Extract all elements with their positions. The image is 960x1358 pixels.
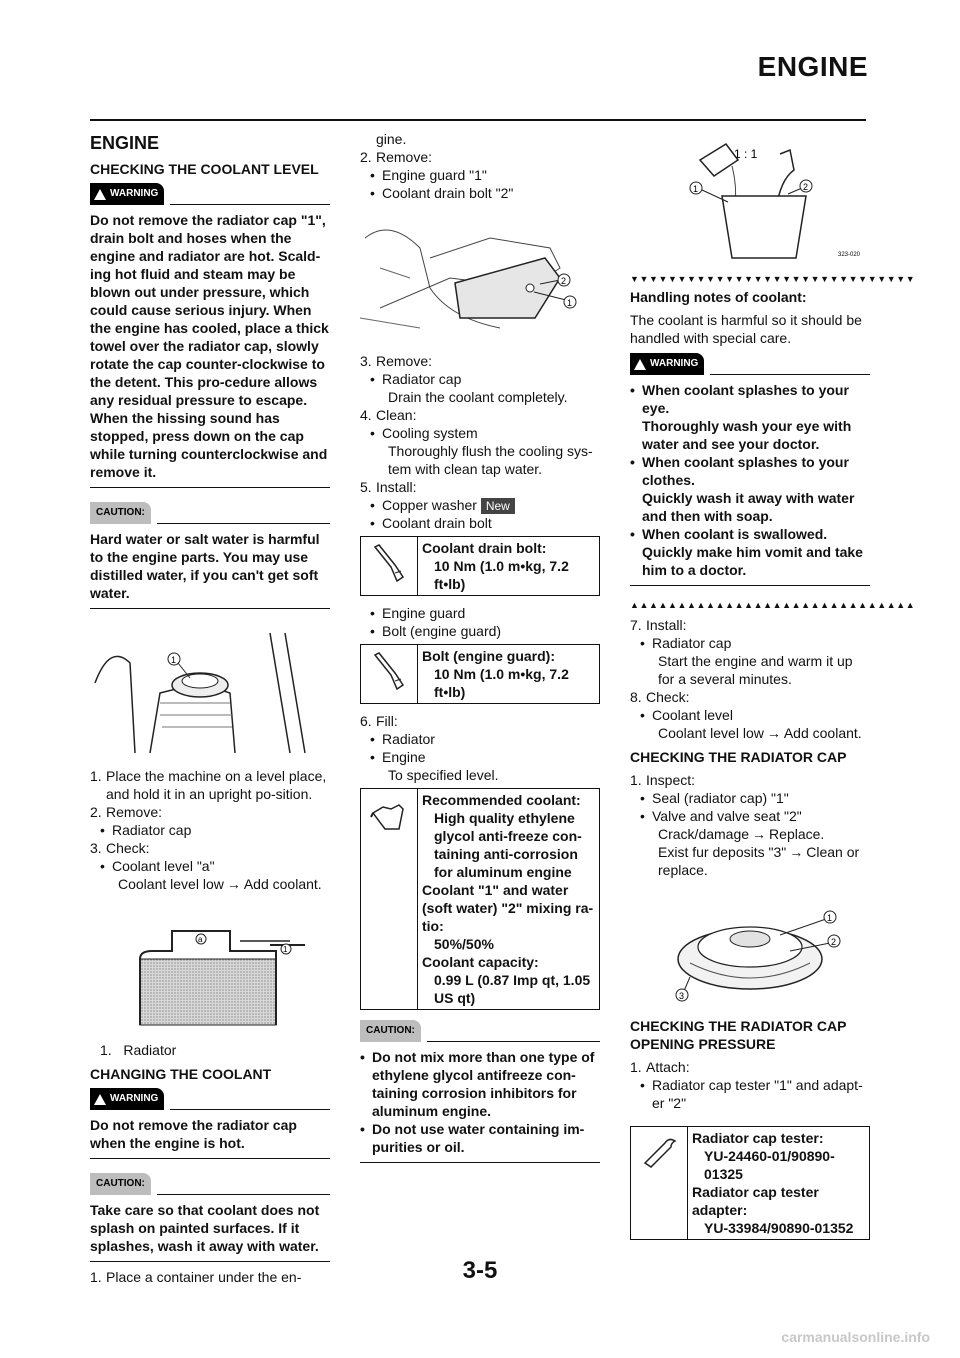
- torque-spec-engine-guard: Bolt (engine guard): 10 Nm (1.0 m•kg, 7.2 ft•lb): [360, 644, 600, 704]
- callout-1: 1: [827, 913, 833, 923]
- start-marker: ▼▼▼▼▼▼▼▼▼▼▼▼▼▼▼▼▼▼▼▼▼▼▼▼▼▼▼▼▼▼: [630, 274, 916, 284]
- radiator-cap-figure: [90, 623, 330, 757]
- caution-header: [90, 502, 330, 524]
- caution-tag: CAUTION:: [90, 1173, 151, 1195]
- torque-wrench-icon: [369, 651, 409, 695]
- warning-tag: WARNING: [90, 183, 164, 205]
- callout-2: 2: [561, 276, 567, 286]
- end-marker: ▲▲▲▲▲▲▲▲▲▲▲▲▲▲▲▲▲▲▲▲▲▲▲▲▲▲▲▲▲▲: [630, 600, 916, 610]
- watermark: carmanualsonline.info: [781, 1329, 930, 1345]
- column-2: gine. 2. Remove: • Engine guard "1" • Coolant drain bolt "2" 2 1 3. Remove: • Radiator cap Drain the coolant completely. 4. Clean: • Cooling system Thoroughly flush the cooling sys-tem with clean tap water. 5. Install: • Copper washer New • Coolant drain bolt Coolant drain bolt: 10 Nm (1.0 m•kg, 7.2 ft•lb) • Engine guard • Bolt (engine guard) Bolt (engine guard): 10 Nm (1.0 m•kg, 7.2 ft•lb) 6. Fill: • Radiator • Engine To specified level. Recommended coolant: High quality ethylene glycol anti-freeze con-taining anti-corrosion for aluminum engine Coolant "1" and water (soft water) "2" mixing ra-tio: 50%/50% Coolant capacity: 0.99 L (0.87 Imp qt, 1.05 US qt) CAUTION: • Do not mix more than one type of ethylene glycol antifreeze con-taining corrosion inhibitors for aluminum engine. • Do not use water containing im-purities or oil.: [360, 130, 600, 1177]
- caution-header: [90, 1173, 330, 1195]
- right-arrow-icon: →: [766, 725, 781, 741]
- caution-text: Hard water or salt water is harmful to the engine parts. You may use distilled water, if you can't get soft water.: [90, 531, 320, 601]
- right-arrow-icon: →: [789, 844, 804, 860]
- radiator-level-figure: [90, 917, 330, 1031]
- header-rule: [90, 119, 866, 121]
- warning-triangle-icon: [94, 189, 106, 200]
- callout-1: 1: [283, 945, 288, 954]
- column-1: ENGINE CHECKING THE COOLANT LEVEL WARNING Do not remove the radiator cap "1", drain bolt and hoses when the engine and radiator are hot. Scald-ing hot fluid and steam may be blown out under pressure, which could cause serious injury. When the engine has cooled, place a thick towel over the radiator cap, slowly rotate the cap counter-clockwise to the detent. This pro-cedure allows any residual pressure to escape. When the hissing sound has stopped, press down on the cap while turning counterclockwise and remove it. CAUTION: Hard water or salt water is harmful to the engine parts. You may use distilled water, if you can't get soft water. 1 1. Place the machine on a level place, and hold it in an upright po-sition. 2. Remove: • Radiator cap 3. Check: • Coolant level "a" Coolant level low → Add coolant. a 1 1. Radiator CHANGING THE COOLANT WARNING Do not remove the radiator cap when the engine is hot. CAUTION: Take care so that coolant does not splash on painted surfaces. If it splashes, wash it away with water. 1. Place a container under the en-: [90, 133, 329, 1285]
- figure-code: 323-020: [838, 252, 861, 258]
- warning-tag: WARNING: [90, 1088, 164, 1110]
- warning-header: [90, 1088, 330, 1110]
- caution-tag: CAUTION:: [90, 502, 151, 524]
- caution-tag: CAUTION:: [360, 1020, 421, 1042]
- right-arrow-icon: →: [226, 876, 241, 892]
- tool-icon: [639, 1133, 679, 1173]
- figure-caption: 1. Radiator: [100, 1042, 177, 1058]
- radiator-cap-detail-figure: [630, 893, 870, 1007]
- torque-spec-drain-bolt: Coolant drain bolt: 10 Nm (1.0 m•kg, 7.2 ft•lb): [360, 536, 600, 596]
- page-number: 3-5: [462, 1257, 498, 1284]
- ratio-label: 1 : 1: [734, 147, 758, 161]
- oil-can-icon: [369, 795, 409, 835]
- callout-2: 2: [831, 937, 837, 947]
- engine-guard-figure: [360, 208, 600, 342]
- callout-1: 1: [693, 184, 699, 194]
- coolant-spec: Recommended coolant: High quality ethylene glycol anti-freeze con-taining anti-corrosion for aluminum engine Coolant "1" and water (soft water) "2" mixing ra-tio: 50%/50% Coolant capacity: 0.99 L (0.87 Imp qt, 1.05 US qt): [360, 788, 600, 1010]
- warning-triangle-icon: [634, 359, 646, 370]
- new-part-badge: New: [481, 498, 515, 514]
- coolant-mix-figure: [630, 130, 870, 264]
- warning-text: Do not remove the radiator cap "1", drain bolt and hoses when the engine and radiator are hot. Scald-ing hot fluid and steam may be blown out under pressure, which could cause serious injury. When the engine has cooled, place a thick towel over the radiator cap, slowly rotate the cap counter-clockwise to the detent. This pro-cedure allows any residual pressure to escape. When the hissing sound has stopped, press down on the cap while turning counterclockwise and remove it.: [90, 212, 329, 480]
- warning-text: Do not remove the radiator cap when the engine is hot.: [90, 1117, 297, 1151]
- warning-tag: WARNING: [630, 353, 704, 375]
- callout-1: 1: [567, 298, 573, 308]
- callout-2: 2: [803, 182, 809, 192]
- callout-a: a: [198, 935, 203, 944]
- warning-triangle-icon: [94, 1094, 106, 1105]
- caution-text: Take care so that coolant does not splash on painted surfaces. If it splashes, wash it away with water.: [90, 1202, 320, 1254]
- callout-3: 3: [679, 991, 685, 1001]
- subtitle-coolant-level: CHECKING THE COOLANT LEVEL: [90, 161, 319, 177]
- warning-header: [630, 353, 870, 375]
- caution-header: [360, 1020, 600, 1042]
- header-title: ENGINE: [757, 51, 868, 82]
- right-arrow-icon: →: [752, 826, 767, 842]
- warning-header: [90, 183, 330, 205]
- subtitle-changing-coolant: CHANGING THE COOLANT: [90, 1066, 272, 1082]
- section-title: ENGINE: [90, 133, 160, 153]
- column-3: 1 : 1 1 2 323-020 ▼▼▼▼▼▼▼▼▼▼▼▼▼▼▼▼▼▼▼▼▼▼▼▼▼▼▼▼▼▼ Handling notes of coolant: The coolant is harmful so it should be handled with special care. WARNING • When coolant splashes to your eye. Thoroughly wash your eye with water and see your doctor. • When coolant splashes to your clothes. Quickly wash it away with water and then with soap. • When coolant is swallowed. Quickly make him vomit and take him to a doctor. ▲▲▲▲▲▲▲▲▲▲▲▲▲▲▲▲▲▲▲▲▲▲▲▲▲▲▲▲▲▲ 7. Install: • Radiator cap Start the engine and warm it up for a several minutes. 8. Check: • Coolant level Coolant level low → Add coolant. CHECKING THE RADIATOR CAP 1. Inspect: • Seal (radiator cap) "1" • Valve and valve seat "2" Crack/damage → Replace. Exist fur deposits "3" → Clean or replace. 1 2 3 CHECKING THE RADIATOR CAP OPENING PRESSURE 1. Attach: • Radiator cap tester "1" and adapt-er "2" Radiator cap tester: YU-24460-01/90890-01325 Radiator cap tester adapter: YU-33984/90890-01352: [630, 130, 870, 1248]
- callout-1: 1: [171, 655, 177, 665]
- torque-wrench-icon: [369, 543, 409, 587]
- tool-spec: Radiator cap tester: YU-24460-01/90890-01325 Radiator cap tester adapter: YU-33984/90890-01352: [630, 1126, 870, 1240]
